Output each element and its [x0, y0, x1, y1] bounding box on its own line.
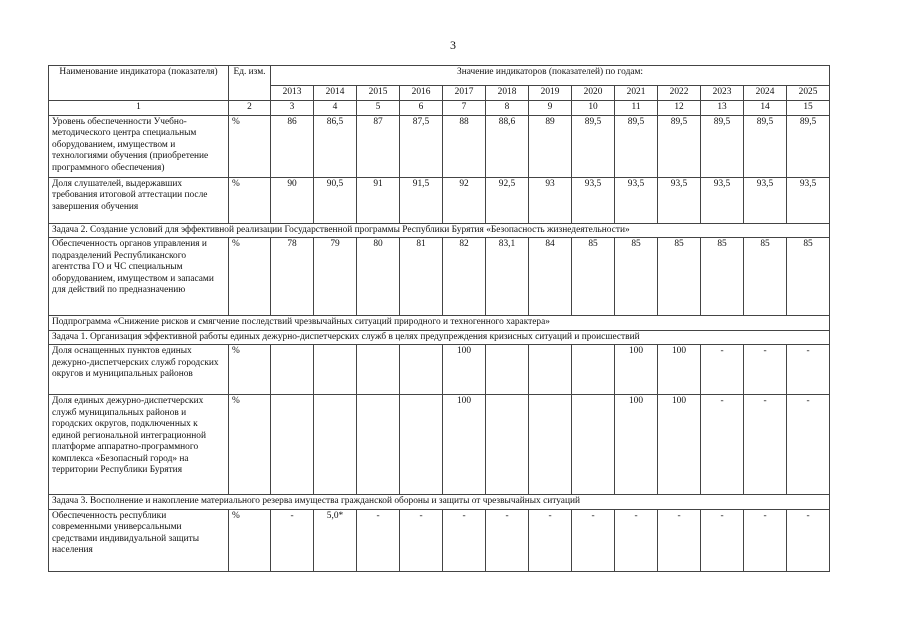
header-values: Значение индикаторов (показателей) по годам:	[271, 66, 830, 86]
indicator-value: -	[615, 509, 658, 571]
indicator-value: 89,5	[701, 115, 744, 177]
indicator-value: 93,5	[572, 177, 615, 223]
indicator-table	[48, 65, 830, 572]
indicator-value: 90,5	[314, 177, 357, 223]
header-name: Наименование индикатора (показателя)	[49, 66, 229, 101]
indicator-value: 91	[357, 177, 400, 223]
year-header: 2025	[787, 86, 830, 101]
indicator-value: 78	[271, 238, 314, 316]
indicator-value: 85	[572, 238, 615, 316]
table-row	[49, 177, 830, 223]
table-row	[49, 238, 830, 316]
indicator-value: 84	[529, 238, 572, 316]
indicator-value: 93,5	[701, 177, 744, 223]
indicator-value: 88	[443, 115, 486, 177]
indicator-value	[529, 395, 572, 495]
section-title: Задача 1. Организация эффективной работы единых дежурно-диспетчерских служб в целях предупреждения кризисных ситуаций и происшествий	[49, 330, 830, 345]
year-header: 2022	[658, 86, 701, 101]
indicator-unit: %	[229, 177, 271, 223]
year-header: 2013	[271, 86, 314, 101]
year-header: 2014	[314, 86, 357, 101]
table-row	[49, 395, 830, 495]
indicator-value: 79	[314, 238, 357, 316]
year-header: 2020	[572, 86, 615, 101]
indicator-value	[400, 345, 443, 395]
indicator-value	[357, 395, 400, 495]
indicator-value: 93,5	[744, 177, 787, 223]
indicator-value: -	[744, 345, 787, 395]
indicator-value: 92	[443, 177, 486, 223]
indicator-value: 5,0*	[314, 509, 357, 571]
indicator-value	[572, 395, 615, 495]
indicator-value: -	[572, 509, 615, 571]
column-number: 15	[787, 101, 830, 116]
column-number: 11	[615, 101, 658, 116]
indicator-value: -	[400, 509, 443, 571]
indicator-value: 85	[658, 238, 701, 316]
indicator-value: 100	[658, 345, 701, 395]
indicator-value: 85	[615, 238, 658, 316]
year-header: 2018	[486, 86, 529, 101]
indicator-value: 86,5	[314, 115, 357, 177]
column-number: 12	[658, 101, 701, 116]
table-row	[49, 115, 830, 177]
indicator-value	[314, 395, 357, 495]
indicator-value	[572, 345, 615, 395]
indicator-name: Доля единых дежурно-диспетчерских служб муниципальных районов и городских округов, подключенных к единой региональной интеграционной платформе аппаратно-программного комплекса «Безопасный город» на территории Республики Бурятия	[49, 395, 229, 495]
indicator-name: Доля слушателей, выдержавших требования итоговой аттестации после завершения обучения	[49, 177, 229, 223]
section-title: Подпрограмма «Снижение рисков и смягчение последствий чрезвычайных ситуаций природного и техногенного характера»	[49, 316, 830, 331]
indicator-value: 90	[271, 177, 314, 223]
indicator-value: 89,5	[615, 115, 658, 177]
indicator-unit: %	[229, 238, 271, 316]
section-row	[49, 495, 830, 510]
indicator-value: 82	[443, 238, 486, 316]
indicator-value: 100	[443, 395, 486, 495]
indicator-value: -	[787, 395, 830, 495]
indicator-value	[486, 395, 529, 495]
column-number: 6	[400, 101, 443, 116]
indicator-name: Обеспеченность республики современными универсальными средствами индивидуальной защиты населения	[49, 509, 229, 571]
indicator-value	[529, 345, 572, 395]
indicator-value	[271, 395, 314, 495]
indicator-value: 100	[615, 395, 658, 495]
indicator-value: 92,5	[486, 177, 529, 223]
year-header: 2024	[744, 86, 787, 101]
indicator-value: 81	[400, 238, 443, 316]
column-number: 4	[314, 101, 357, 116]
indicator-value	[271, 345, 314, 395]
indicator-value: 89,5	[787, 115, 830, 177]
year-header: 2019	[529, 86, 572, 101]
indicator-value	[357, 345, 400, 395]
section-row	[49, 330, 830, 345]
indicator-value: 85	[787, 238, 830, 316]
indicator-value: 89	[529, 115, 572, 177]
indicator-value: 89,5	[744, 115, 787, 177]
section-title: Задача 3. Восполнение и накопление материального резерва имущества гражданской обороны и защиты от чрезвычайных ситуаций	[49, 495, 830, 510]
table-row	[49, 509, 830, 571]
year-header: 2017	[443, 86, 486, 101]
indicator-value: 87	[357, 115, 400, 177]
indicator-value: 89,5	[658, 115, 701, 177]
indicator-value: 93,5	[615, 177, 658, 223]
section-row	[49, 316, 830, 331]
indicator-value: -	[529, 509, 572, 571]
indicator-value: 86	[271, 115, 314, 177]
section-row	[49, 223, 830, 238]
column-number: 10	[572, 101, 615, 116]
column-number: 3	[271, 101, 314, 116]
column-number: 5	[357, 101, 400, 116]
year-header: 2016	[400, 86, 443, 101]
indicator-value: -	[701, 509, 744, 571]
indicator-value: 93,5	[787, 177, 830, 223]
indicator-value: -	[658, 509, 701, 571]
indicator-value	[400, 395, 443, 495]
year-header: 2021	[615, 86, 658, 101]
indicator-value: 93,5	[658, 177, 701, 223]
indicator-value	[314, 345, 357, 395]
indicator-value: 85	[744, 238, 787, 316]
indicator-value: -	[271, 509, 314, 571]
column-number: 13	[701, 101, 744, 116]
indicator-value: -	[744, 509, 787, 571]
column-number: 7	[443, 101, 486, 116]
indicator-value: 85	[701, 238, 744, 316]
indicator-value: 88,6	[486, 115, 529, 177]
indicator-name: Обеспеченность органов управления и подразделений Республиканского агентства ГО и ЧС специальным оборудованием, имуществом и запасами для действий по предназначению	[49, 238, 229, 316]
indicator-value: 100	[615, 345, 658, 395]
column-number: 14	[744, 101, 787, 116]
indicator-value: -	[787, 345, 830, 395]
indicator-unit: %	[229, 345, 271, 395]
indicator-value: 89,5	[572, 115, 615, 177]
indicator-name: Доля оснащенных пунктов единых дежурно-диспетчерских служб городских округов и муниципальных районов	[49, 345, 229, 395]
indicator-value: 80	[357, 238, 400, 316]
page-number: 3	[450, 38, 456, 52]
indicator-value: -	[701, 345, 744, 395]
header-unit: Ед. изм.	[229, 66, 271, 101]
indicator-name: Уровень обеспеченности Учебно-методического центра специальным оборудованием, имуществом и технологиями обучения (приобретение программного обеспечения)	[49, 115, 229, 177]
indicator-value: 100	[658, 395, 701, 495]
indicator-value: -	[744, 395, 787, 495]
indicator-value	[486, 345, 529, 395]
indicator-unit: %	[229, 115, 271, 177]
indicator-value: 87,5	[400, 115, 443, 177]
indicator-value: 83,1	[486, 238, 529, 316]
section-title: Задача 2. Создание условий для эффективной реализации Государственной программы Республики Бурятия «Безопасность жизнедеятельности»	[49, 223, 830, 238]
table-row	[49, 345, 830, 395]
indicator-value: -	[443, 509, 486, 571]
year-header: 2015	[357, 86, 400, 101]
indicator-value: -	[486, 509, 529, 571]
column-number: 9	[529, 101, 572, 116]
indicator-unit: %	[229, 509, 271, 571]
indicator-value: 93	[529, 177, 572, 223]
indicator-value: -	[357, 509, 400, 571]
indicator-value: 91,5	[400, 177, 443, 223]
year-header: 2023	[701, 86, 744, 101]
indicator-value: 100	[443, 345, 486, 395]
column-number: 8	[486, 101, 529, 116]
indicator-value: -	[787, 509, 830, 571]
indicator-unit: %	[229, 395, 271, 495]
indicator-value: -	[701, 395, 744, 495]
column-number: 2	[229, 101, 271, 116]
column-number: 1	[49, 101, 229, 116]
